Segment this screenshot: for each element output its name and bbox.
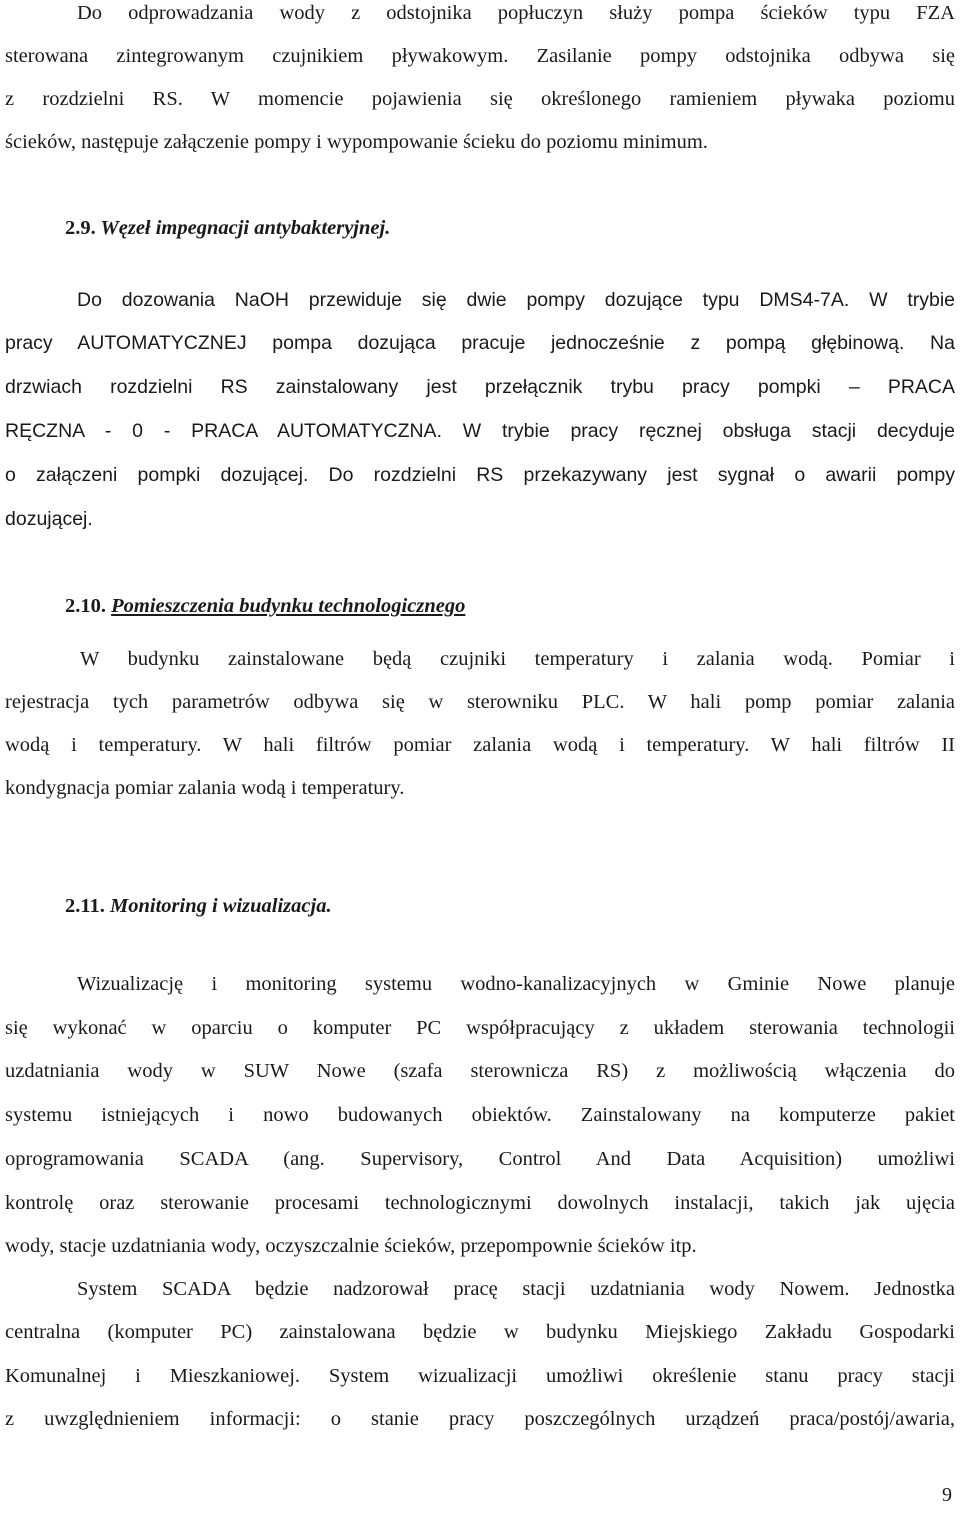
para4-line-6: kontrolę oraz sterowanie procesami technologicznymi dowolnych instalacji, takich jak ujęcia xyxy=(5,1192,955,1214)
section-number: 2.9. xyxy=(65,217,96,239)
para2-line-2: pracy AUTOMATYCZNEJ pompa dozująca pracuje jednocześnie z pompą głębinową. Na xyxy=(5,332,955,354)
para5-line-2: centralna (komputer PC) zainstalowana będzie w budynku Miejskiego Zakładu Gospodarki xyxy=(5,1321,955,1343)
para3-line-4: kondygnacja pomiar zalania wodą i temperatury. xyxy=(5,777,405,799)
para1-line-2: sterowana zintegrowanym czujnikiem pływakowym. Zasilanie pompy odstojnika odbywa się xyxy=(5,45,955,67)
para1-line-4: ścieków, następuje załączenie pompy i wypompowanie ścieku do poziomu minimum. xyxy=(5,131,708,153)
section-title: Pomieszczenia budynku technologicznego xyxy=(111,595,466,617)
para4-line-4: systemu istniejących i nowo budowanych obiektów. Zainstalowany na komputerze pakiet xyxy=(5,1104,955,1126)
section-number: 2.11. xyxy=(65,895,105,917)
para3-line-1: W budynku zainstalowane będą czujniki temperatury i zalania wodą. Pomiar i xyxy=(80,648,955,670)
section-title: Monitoring i wizualizacja. xyxy=(110,895,332,917)
para4-line-1: Wizualizację i monitoring systemu wodno-kanalizacyjnych w Gminie Nowe planuje xyxy=(77,973,955,995)
para2-line-4: RĘCZNA - 0 - PRACA AUTOMATYCZNA. W trybie pracy ręcznej obsługa stacji decyduje xyxy=(5,420,955,442)
para4-line-7: wody, stacje uzdatniania wody, oczyszczalnie ścieków, przepompownie ścieków itp. xyxy=(5,1235,697,1257)
para2-line-3: drzwiach rozdzielni RS zainstalowany jest przełącznik trybu pracy pompki – PRACA xyxy=(5,376,955,398)
para4-line-3: uzdatniania wody w SUW Nowe (szafa sterownicza RS) z możliwością włączenia do xyxy=(5,1060,955,1082)
section-heading-2-9 xyxy=(65,214,390,242)
section-heading-2-11 xyxy=(65,892,332,920)
page-number: 9 xyxy=(942,1484,952,1506)
section-heading-2-10 xyxy=(65,592,465,620)
para3-line-3: wodą i temperatury. W hali filtrów pomiar zalania wodą i temperatury. W hali filtrów II xyxy=(5,734,955,756)
para2-line-5: o załączeni pompki dozującej. Do rozdzielni RS przekazywany jest sygnał o awarii pompy xyxy=(5,464,955,486)
para5-line-1: System SCADA będzie nadzorował pracę stacji uzdatniania wody Nowem. Jednostka xyxy=(77,1278,955,1300)
para2-line-6: dozującej. xyxy=(5,508,93,530)
para1-line-1: Do odprowadzania wody z odstojnika popłuczyn służy pompa ścieków typu FZA xyxy=(77,2,955,24)
para4-line-5: oprogramowania SCADA (ang. Supervisory, Control And Data Acquisition) umożliwi xyxy=(5,1148,955,1170)
para3-line-2: rejestracja tych parametrów odbywa się w sterowniku PLC. W hali pomp pomiar zalania xyxy=(5,691,955,713)
para4-line-2: się wykonać w oparciu o komputer PC współpracujący z układem sterowania technologii xyxy=(5,1017,955,1039)
para2-line-1: Do dozowania NaOH przewiduje się dwie pompy dozujące typu DMS4-7A. W trybie xyxy=(77,289,955,311)
para5-line-3: Komunalnej i Mieszkaniowej. System wizualizacji umożliwi określenie stanu pracy stacji xyxy=(5,1365,955,1387)
section-number: 2.10. xyxy=(65,595,106,617)
section-title: Węzeł impegnacji antybakteryjnej. xyxy=(100,217,391,239)
para5-line-4: z uwzględnieniem informacji: o stanie pracy poszczególnych urządzeń praca/postój/awaria, xyxy=(5,1408,955,1430)
para1-line-3: z rozdzielni RS. W momencie pojawienia się określonego ramieniem pływaka poziomu xyxy=(5,88,955,110)
